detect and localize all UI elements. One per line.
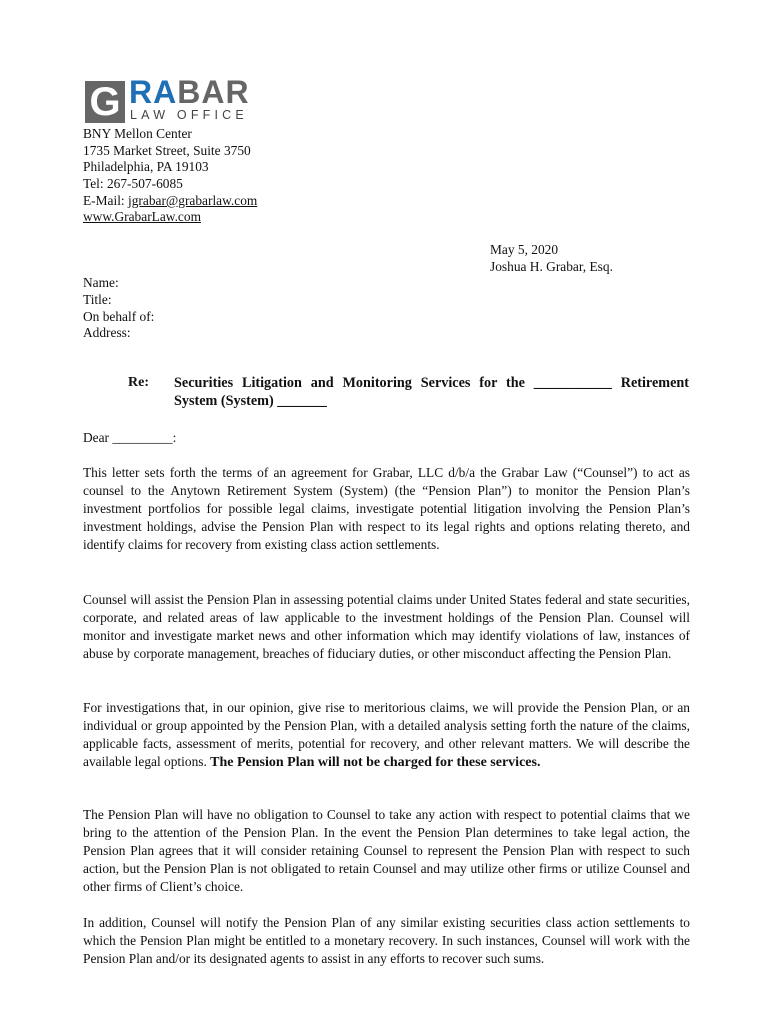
paragraph-5: In addition, Counsel will notify the Pension Plan of any similar existing securities class action settlements to which the Pension Plan might be entitled to a monetary recovery. In such instances, Counsel will work with the Pension Plan and/or its designated agents to assist in any efforts to recover such sums.: [83, 915, 690, 966]
paragraph-2: Counsel will assist the Pension Plan in assessing potential claims under United States federal and state securities, corporate, and related areas of law applicable to the investment holdings of the Pension Plan. Counsel will monitor and investigate market news and other information which may identify violations of law, instances of abuse by corporate management, breaches of fiduciary duties, or other misconduct affecting the Pension Plan.: [83, 592, 690, 661]
logo-wordmark: [129, 74, 250, 110]
letter-date: May 5, 2020: [490, 242, 559, 257]
paragraph-4: The Pension Plan will have no obligation to Counsel to take any action with respect to potential claims that we bring to the attention of the Pension Plan. In the event the Pension Plan determines to take legal action, the Pension Plan agrees that it will consider retaining Counsel to represent the Pension Plan with respect to such action, but the Pension Plan is not obligated to retain Counsel and may utilize other firms or utilize Counsel and other firms of Client’s choice.: [83, 807, 690, 894]
paragraph-3: [83, 699, 690, 772]
email-label: E-Mail:: [83, 193, 128, 208]
recipient-on-behalf-label: On behalf of:: [83, 309, 155, 324]
re-subject: Securities Litigation and Monitoring Services for the ___________ Retirement System (System) _______: [174, 375, 689, 409]
logo-g-letter: G: [89, 80, 121, 124]
website-link[interactable]: www.GrabarLaw.com: [83, 209, 201, 224]
email-link[interactable]: jgrabar@grabarlaw.com: [128, 193, 258, 208]
address-line-2: 1735 Market Street, Suite 3750: [83, 143, 251, 158]
recipient-title-label: Title:: [83, 292, 112, 307]
recipient-address-label: Address:: [83, 325, 131, 340]
address-phone: Tel: 267-507-6085: [83, 176, 183, 191]
salutation: Dear _________:: [83, 430, 177, 445]
address-line-3: Philadelphia, PA 19103: [83, 159, 209, 174]
grabar-logo: [85, 74, 270, 125]
paragraph-3-bold: The Pension Plan will not be charged for these services.: [210, 755, 541, 770]
paragraph-1: This letter sets forth the terms of an agreement for Grabar, LLC d/b/a the Grabar Law (“Counsel”) to act as counsel to the Anytown Retirement System (System) (the “Pension Plan”) to monitor the Pension Plan’s investment portfolios for possible legal claims, investigate potential litigation involving the Pension Plan’s investment holdings, advise the Pension Plan with respect to its legal rights and options relating thereto, and identify claims for recovery from existing class action settlements.: [83, 465, 690, 552]
logo-g-block: [85, 81, 125, 123]
address-line-1: BNY Mellon Center: [83, 126, 192, 141]
re-label: Re:: [128, 375, 149, 390]
paragraph-3-text: For investigations that, in our opinion, give rise to meritorious claims, we will provide the Pension Plan, or an individual or group appointed by the Pension Plan, with a detailed analysis setting forth the nature of the claims, applicable facts, assessment of merits, potential for recovery, and other relevant matters. We will describe the available legal options.: [83, 700, 690, 769]
logo-wordmark-text: RABAR: [129, 74, 250, 110]
letter-author: Joshua H. Grabar, Esq.: [490, 259, 613, 274]
logo-subtitle: LAW OFFICE: [130, 108, 248, 122]
address-email-line: [83, 192, 257, 209]
recipient-name-label: Name:: [83, 275, 119, 290]
